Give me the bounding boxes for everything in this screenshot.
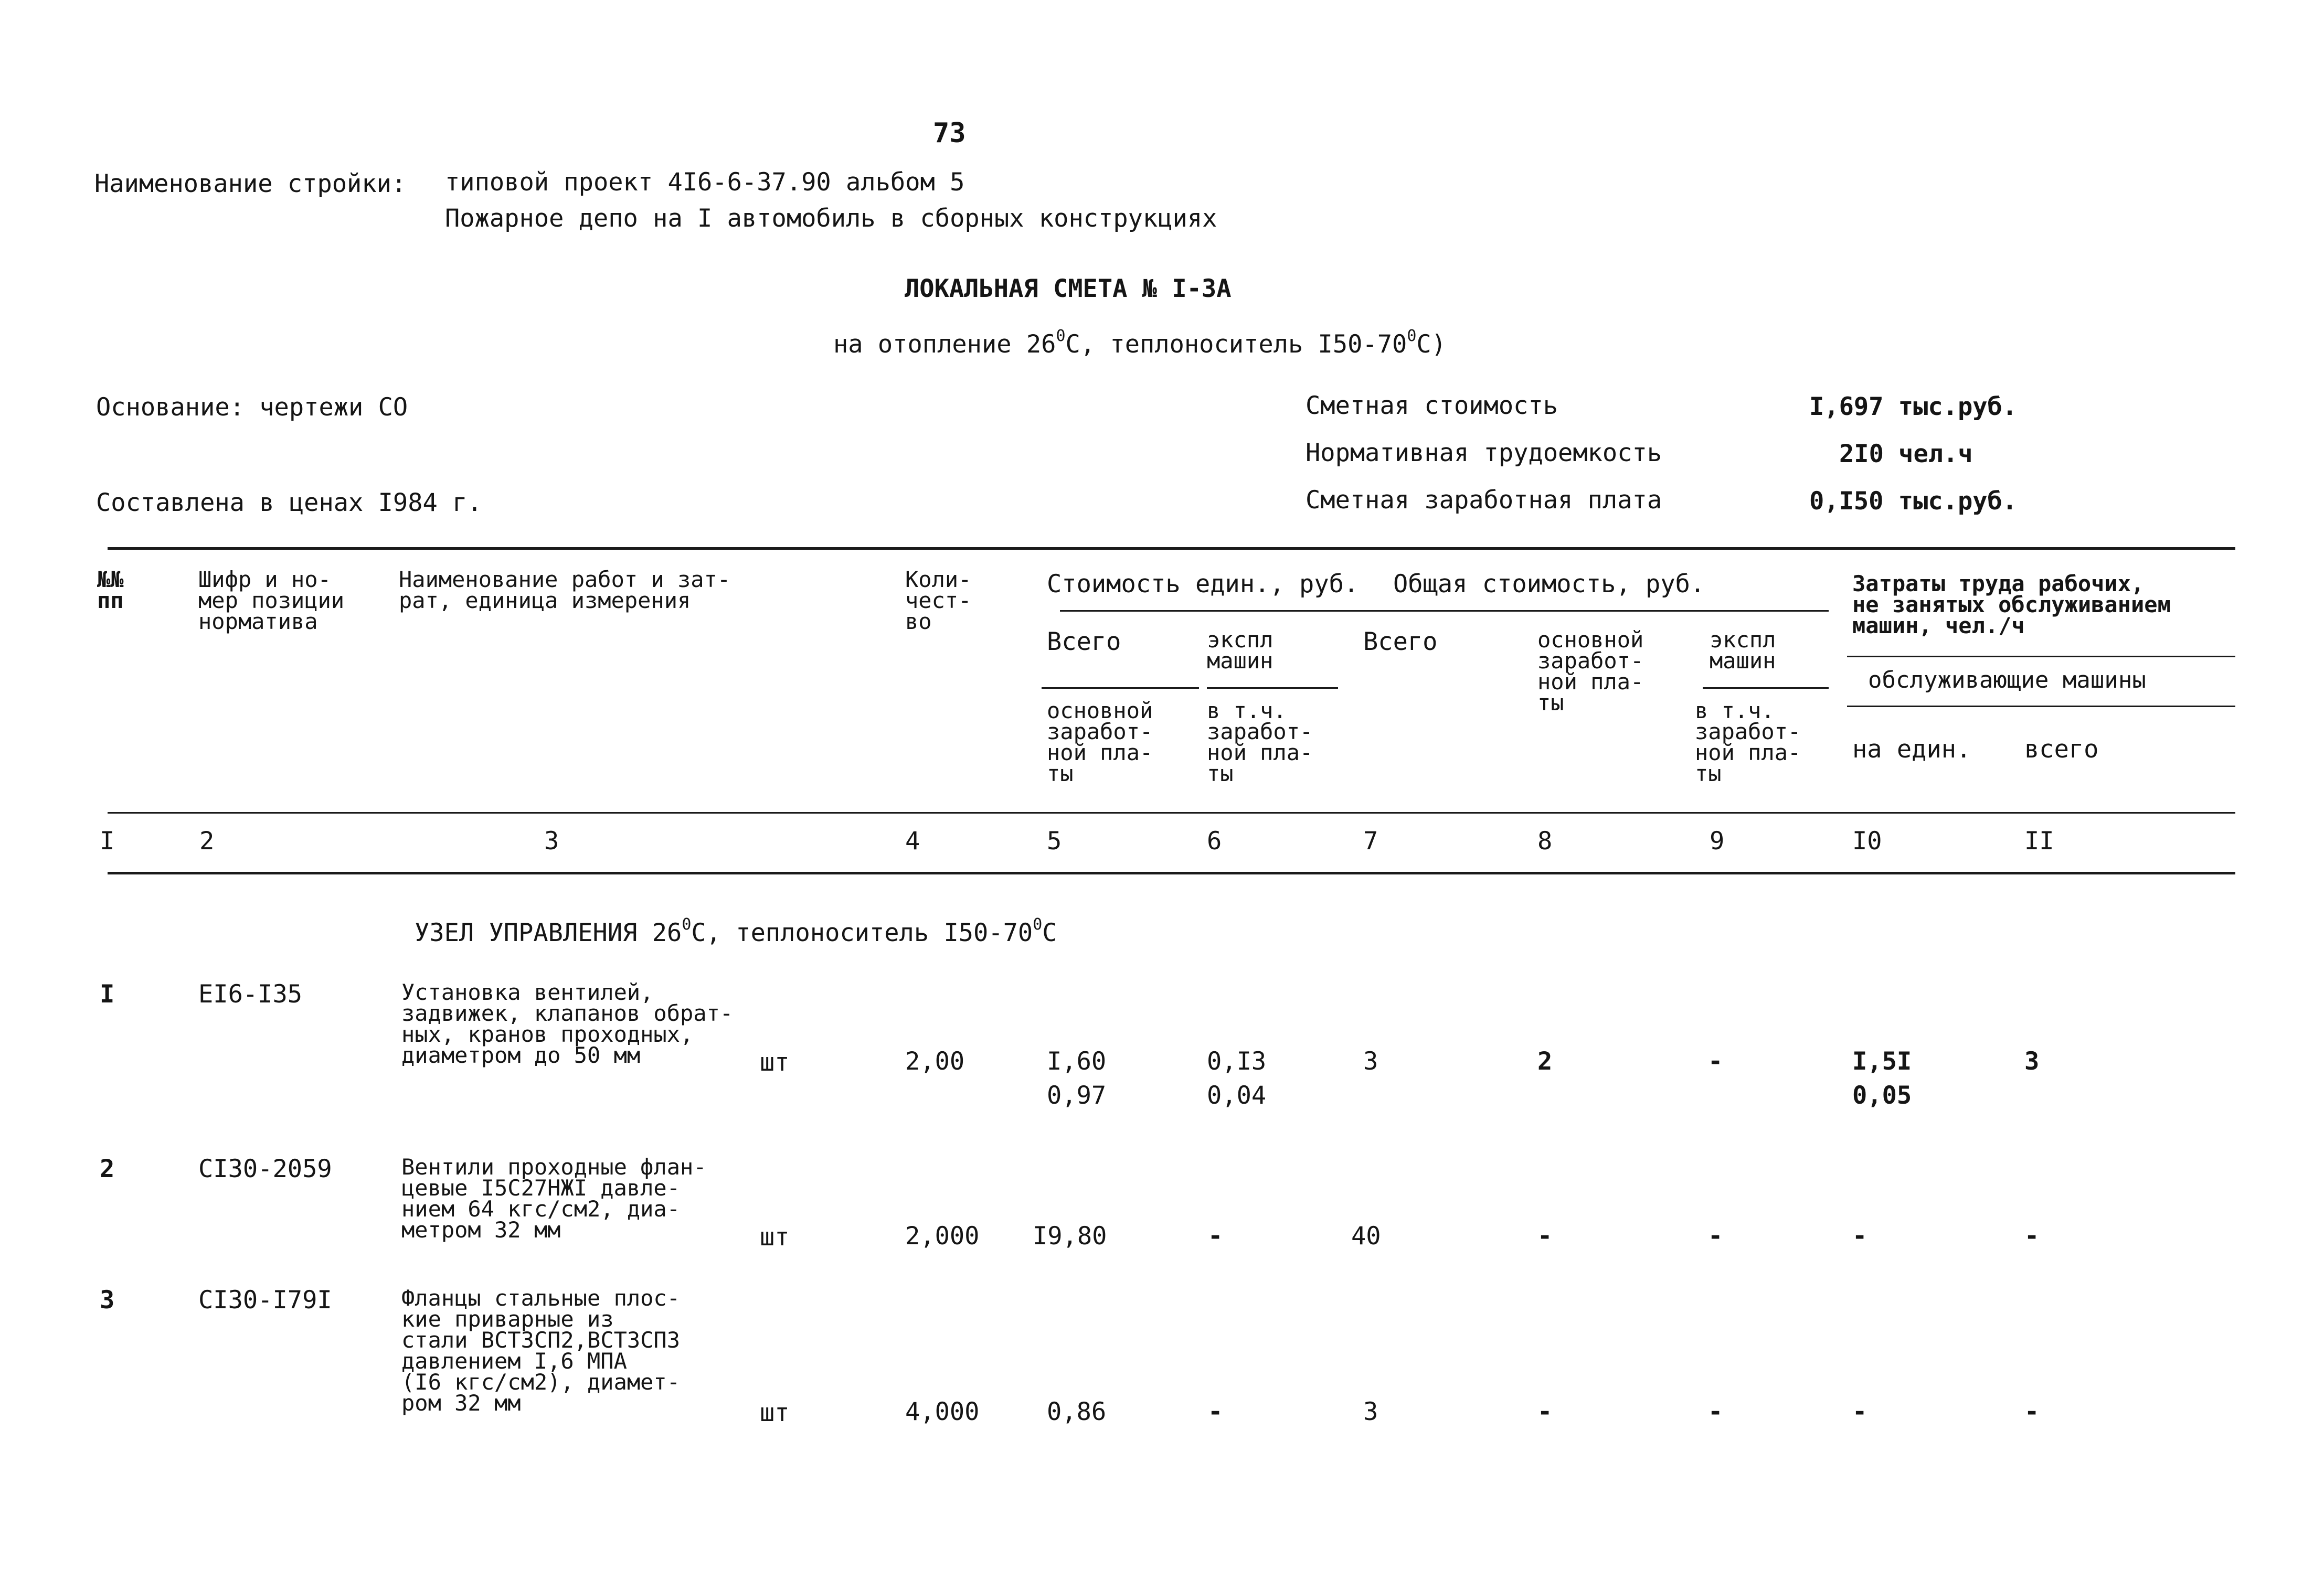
degree-sup-3: 0 <box>682 915 692 934</box>
row-qty: 2,000 <box>905 1222 980 1251</box>
col-header-code: Шифр и но- мер позиции норматива <box>198 567 345 634</box>
row-labor-unit-machines: 0,05 <box>1852 1081 1912 1110</box>
row-labor-unit: - <box>1852 1222 1867 1251</box>
col-header-10: на един. <box>1852 735 1971 764</box>
row-unit-machines-wage: 0,04 <box>1207 1081 1267 1110</box>
col-header-6-top: экспл машин <box>1207 627 1274 674</box>
row-total-wage: - <box>1537 1222 1553 1251</box>
row-total-machines: - <box>1708 1222 1723 1251</box>
row-total: 3 <box>1363 1047 1378 1076</box>
c9-sub-rule <box>1703 687 1829 689</box>
col-header-total-cost: Общая стоимость, руб. <box>1393 570 1705 599</box>
row-unit-total: I,60 <box>1047 1047 1107 1076</box>
project-line-2: Пожарное депо на I автомобиль в сборных конструкциях <box>445 204 1217 233</box>
row-unit: шт <box>760 1048 790 1077</box>
section-suffix: С <box>1042 919 1057 947</box>
summary-cost-value: I,697 тыс.руб. <box>1809 392 2018 421</box>
page-number: 73 <box>933 118 966 149</box>
column-numbers-rule <box>108 872 2235 874</box>
site-label: Наименование стройки: <box>94 169 407 198</box>
col-header-serving: обслуживающие машины <box>1868 667 2146 693</box>
col-header-num: №№ пп <box>97 567 124 613</box>
summary-wage-label: Сметная заработная плата <box>1306 486 1662 515</box>
row-work-name: Фланцы стальные плос- кие приварные из стали ВСТ3СП2,ВСТ3СП3 давлением I,6 МПА (I6 кгс/см2), диамет- ром 32 мм <box>401 1285 681 1416</box>
row-total-machines: - <box>1708 1047 1723 1076</box>
col-number: I <box>100 827 115 856</box>
col-header-unit-cost: Стоимость един., руб. <box>1047 570 1359 599</box>
col-header-7: Всего <box>1363 627 1438 656</box>
row-unit: шт <box>760 1398 790 1427</box>
c5-sub-rule <box>1042 687 1199 689</box>
row-work-name: Установка вентилей, задвижек, клапанов обрат- ных, кранов проходных, диаметром до 50 мм <box>401 979 734 1068</box>
row-unit: шт <box>760 1223 790 1252</box>
summary-labor-value: 2I0 чел.ч <box>1839 440 1973 468</box>
c6-sub-rule <box>1207 687 1338 689</box>
subtitle-suffix: С) <box>1416 330 1446 359</box>
col-number: 6 <box>1207 827 1222 856</box>
row-unit-machines: 0,I3 <box>1207 1047 1267 1076</box>
col-number: 8 <box>1537 827 1553 856</box>
col-header-name: Наименование работ и зат- рат, единица измерения <box>399 567 731 613</box>
row-num: 2 <box>100 1155 115 1183</box>
col-header-9-top: экспл машин <box>1710 627 1776 674</box>
col-number: 3 <box>544 827 559 856</box>
row-labor-total: 3 <box>2024 1047 2040 1076</box>
unit-cost-rule <box>1060 610 1829 612</box>
labor-rule-1 <box>1847 656 2235 657</box>
degree-sup-4: 0 <box>1033 915 1043 934</box>
col-number: 4 <box>905 827 920 856</box>
col-header-8: основной заработ- ной пла- ты <box>1537 627 1644 716</box>
col-number: I0 <box>1852 827 1882 856</box>
row-work-name: Вентили проходные флан- цевые I5С27НЖI давле- нием 64 кгс/см2, диа- метром 32 мм <box>401 1154 707 1243</box>
row-qty: 2,00 <box>905 1047 965 1076</box>
degree-sup-2: 0 <box>1407 327 1417 345</box>
summary-cost-label: Сметная стоимость <box>1306 391 1558 420</box>
row-labor-unit: - <box>1852 1397 1867 1426</box>
col-number: 9 <box>1710 827 1725 856</box>
row-num: I <box>100 980 115 1009</box>
row-unit-total: 0,86 <box>1047 1397 1107 1426</box>
col-number: 2 <box>199 827 215 856</box>
summary-labor-label: Нормативная трудоемкость <box>1306 439 1662 467</box>
row-total: 40 <box>1351 1222 1381 1251</box>
summary-wage-value: 0,I50 тыс.руб. <box>1809 487 2018 516</box>
col-number: 7 <box>1363 827 1378 856</box>
labor-rule-2 <box>1847 706 2235 707</box>
row-total-wage: - <box>1537 1397 1553 1426</box>
subtitle-prefix: на отопление 26 <box>833 330 1056 359</box>
col-header-labor: Затраты труда рабочих, не занятых обслуживанием машин, чел./ч <box>1852 571 2171 638</box>
estimate-title: ЛОКАЛЬНАЯ СМЕТА № I-3А <box>905 274 1232 303</box>
basis: Основание: чертежи СО <box>96 393 408 422</box>
project-line-1: типовой проект 4I6-6-37.90 альбом 5 <box>445 168 965 197</box>
row-total-machines: - <box>1708 1397 1723 1426</box>
col-number: 5 <box>1047 827 1062 856</box>
section-mid: С, теплоноситель I50-70 <box>691 919 1033 947</box>
row-unit-wage: 0,97 <box>1047 1081 1107 1110</box>
col-number: II <box>2024 827 2054 856</box>
header-bottom-rule <box>108 812 2235 814</box>
row-code: СI30-2059 <box>198 1155 332 1183</box>
col-header-qty: Коли- чест- во <box>905 567 972 634</box>
row-unit-total: I9,80 <box>1033 1222 1107 1251</box>
col-header-9-bottom: в т.ч. заработ- ной пла- ты <box>1695 698 1801 786</box>
col-header-5-top: Всего <box>1047 627 1121 656</box>
col-header-11: всего <box>2024 735 2099 764</box>
row-num: 3 <box>100 1286 115 1315</box>
table-top-rule <box>108 547 2235 550</box>
row-total: 3 <box>1363 1397 1378 1426</box>
estimate-subtitle <box>833 327 1446 359</box>
row-unit-machines: - <box>1208 1397 1223 1426</box>
row-qty: 4,000 <box>905 1397 980 1426</box>
row-unit-machines: - <box>1208 1222 1223 1251</box>
row-labor-unit: I,5I <box>1852 1047 1912 1076</box>
section-prefix: УЗЕЛ УПРАВЛЕНИЯ 26 <box>415 919 682 947</box>
col-header-6-bottom: в т.ч. заработ- ной пла- ты <box>1207 698 1313 786</box>
row-labor-total: - <box>2024 1397 2040 1426</box>
row-total-wage: 2 <box>1537 1047 1553 1076</box>
price-level: Составлена в ценах I984 г. <box>96 488 482 517</box>
section-title <box>415 915 1057 947</box>
row-code: СI30-I79I <box>198 1286 332 1315</box>
subtitle-mid: С, теплоноситель I50-70 <box>1065 330 1407 359</box>
row-labor-total: - <box>2024 1222 2040 1251</box>
row-code: ЕI6-I35 <box>198 980 303 1009</box>
degree-sup-1: 0 <box>1056 327 1066 345</box>
col-header-5-bottom: основной заработ- ной пла- ты <box>1047 698 1153 786</box>
